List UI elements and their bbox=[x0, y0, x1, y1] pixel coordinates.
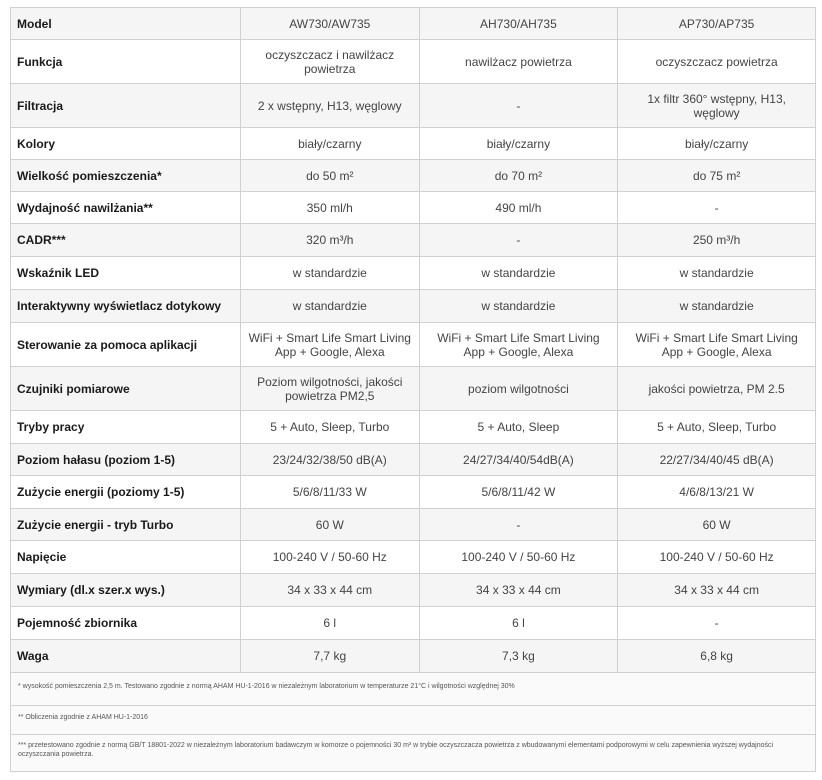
table-row bbox=[11, 444, 816, 476]
row-value-model-2: 5/6/8/11/42 W bbox=[419, 476, 618, 509]
row-label: Poziom hałasu (poziom 1-5) bbox=[11, 444, 241, 476]
row-label: Waga bbox=[11, 640, 241, 673]
row-label: Tryby pracy bbox=[11, 411, 241, 444]
row-label: Zużycie energii - tryb Turbo bbox=[11, 509, 241, 541]
row-label: Napięcie bbox=[11, 541, 241, 574]
row-value-model-3: w standardzie bbox=[618, 257, 816, 290]
row-value-model-2: 34 x 33 x 44 cm bbox=[419, 574, 618, 607]
row-value-model-2: poziom wilgotności bbox=[419, 367, 618, 411]
row-value-model-3: - bbox=[618, 192, 816, 224]
row-value-model-2: biały/czarny bbox=[419, 128, 618, 160]
table-row bbox=[11, 290, 816, 323]
row-value-model-2: nawilżacz powietrza bbox=[419, 40, 618, 84]
row-value-model-1: 23/24/32/38/50 dB(A) bbox=[241, 444, 420, 476]
table-row bbox=[11, 323, 816, 367]
row-value-model-1: w standardzie bbox=[241, 257, 420, 290]
row-value-model-3: 22/27/34/40/45 dB(A) bbox=[618, 444, 816, 476]
row-value-model-3: WiFi + Smart Life Smart Living App + Google, Alexa bbox=[618, 323, 816, 367]
row-label: Interaktywny wyświetlacz dotykowy bbox=[11, 290, 241, 323]
row-value-model-1: 350 ml/h bbox=[241, 192, 420, 224]
table-row bbox=[11, 509, 816, 541]
row-value-model-1: Poziom wilgotności, jakości powietrza PM2,5 bbox=[241, 367, 420, 411]
row-label: Wielkość pomieszczenia* bbox=[11, 160, 241, 192]
row-value-model-1: 60 W bbox=[241, 509, 420, 541]
row-value-model-2: 6 l bbox=[419, 607, 618, 640]
row-value-model-2: do 70 m² bbox=[419, 160, 618, 192]
row-value-model-3: - bbox=[618, 607, 816, 640]
row-value-model-2: w standardzie bbox=[419, 290, 618, 323]
row-value-model-3: 60 W bbox=[618, 509, 816, 541]
row-value-model-3: w standardzie bbox=[618, 290, 816, 323]
row-label: Funkcja bbox=[11, 40, 241, 84]
row-value-model-3: oczyszczacz powietrza bbox=[618, 40, 816, 84]
table-row bbox=[11, 192, 816, 224]
row-value-model-2: w standardzie bbox=[419, 257, 618, 290]
row-value-model-3: do 75 m² bbox=[618, 160, 816, 192]
row-value-model-2: 490 ml/h bbox=[419, 192, 618, 224]
spec-table-container bbox=[10, 7, 816, 673]
footnote-2: ** Obliczenia zgodnie z AHAM HU-1-2016 bbox=[18, 714, 148, 721]
row-value-model-3: 1x filtr 360° wstępny, H13, węglowy bbox=[618, 84, 816, 128]
row-label: Wymiary (dl.x szer.x wys.) bbox=[11, 574, 241, 607]
row-value-model-2: 5 + Auto, Sleep bbox=[419, 411, 618, 444]
footnote-divider bbox=[11, 734, 815, 735]
row-value-model-2: - bbox=[419, 509, 618, 541]
row-label: CADR*** bbox=[11, 224, 241, 257]
row-value-model-2: 24/27/34/40/54dB(A) bbox=[419, 444, 618, 476]
header-label: Model bbox=[11, 8, 241, 40]
table-row bbox=[11, 40, 816, 84]
row-label: Wydajność nawilżania** bbox=[11, 192, 241, 224]
row-label: Kolory bbox=[11, 128, 241, 160]
row-value-model-1: 6 l bbox=[241, 607, 420, 640]
table-row bbox=[11, 476, 816, 509]
row-value-model-1: 34 x 33 x 44 cm bbox=[241, 574, 420, 607]
row-value-model-1: 5 + Auto, Sleep, Turbo bbox=[241, 411, 420, 444]
spec-table-body bbox=[11, 8, 816, 673]
table-row bbox=[11, 128, 816, 160]
footnote-3: *** przetestowano zgodnie z normą GB/T 18801-2022 w niezależnym laboratorium badawczym w komorze o pojemności 30 m³ w trybie oczyszczacza powietrza z wbudowanymi elementami podporowymi w celu zapewnienia wyższej wydajności oczyszczania powietrza. bbox=[18, 742, 774, 758]
row-label: Sterowanie za pomoca aplikacji bbox=[11, 323, 241, 367]
row-value-model-1: 320 m³/h bbox=[241, 224, 420, 257]
footnote-1: * wysokość pomieszczenia 2,5 m. Testowano zgodnie z normą AHAM HU-1-2016 w niezależnym laboratorium w temperaturze 21°C i wilgotności względnej 30% bbox=[18, 683, 515, 690]
table-header-row bbox=[11, 8, 816, 40]
row-value-model-2: WiFi + Smart Life Smart Living App + Google, Alexa bbox=[419, 323, 618, 367]
row-value-model-2: 7,3 kg bbox=[419, 640, 618, 673]
footnote-divider bbox=[11, 705, 815, 706]
row-label: Pojemność zbiornika bbox=[11, 607, 241, 640]
row-value-model-1: do 50 m² bbox=[241, 160, 420, 192]
row-value-model-1: w standardzie bbox=[241, 290, 420, 323]
row-label: Filtracja bbox=[11, 84, 241, 128]
footnotes-panel bbox=[10, 673, 816, 772]
row-value-model-1: biały/czarny bbox=[241, 128, 420, 160]
table-row bbox=[11, 574, 816, 607]
row-value-model-3: jakości powietrza, PM 2.5 bbox=[618, 367, 816, 411]
row-label: Zużycie energii (poziomy 1-5) bbox=[11, 476, 241, 509]
row-value-model-3: biały/czarny bbox=[618, 128, 816, 160]
row-value-model-3: 250 m³/h bbox=[618, 224, 816, 257]
row-value-model-1: 100-240 V / 50-60 Hz bbox=[241, 541, 420, 574]
row-label: Wskaźnik LED bbox=[11, 257, 241, 290]
spec-comparison-table bbox=[10, 7, 816, 673]
table-row bbox=[11, 257, 816, 290]
row-value-model-3: 6,8 kg bbox=[618, 640, 816, 673]
header-model-3: AP730/AP735 bbox=[618, 8, 816, 40]
table-row bbox=[11, 224, 816, 257]
header-model-1: AW730/AW735 bbox=[241, 8, 420, 40]
table-row bbox=[11, 607, 816, 640]
row-value-model-3: 100-240 V / 50-60 Hz bbox=[618, 541, 816, 574]
row-value-model-2: 100-240 V / 50-60 Hz bbox=[419, 541, 618, 574]
row-value-model-1: WiFi + Smart Life Smart Living App + Google, Alexa bbox=[241, 323, 420, 367]
header-model-2: AH730/AH735 bbox=[419, 8, 618, 40]
row-label: Czujniki pomiarowe bbox=[11, 367, 241, 411]
row-value-model-2: - bbox=[419, 224, 618, 257]
table-row bbox=[11, 541, 816, 574]
row-value-model-1: 5/6/8/11/33 W bbox=[241, 476, 420, 509]
table-row bbox=[11, 411, 816, 444]
row-value-model-1: 2 x wstępny, H13, węglowy bbox=[241, 84, 420, 128]
row-value-model-3: 5 + Auto, Sleep, Turbo bbox=[618, 411, 816, 444]
row-value-model-2: - bbox=[419, 84, 618, 128]
table-row bbox=[11, 367, 816, 411]
table-row bbox=[11, 640, 816, 673]
table-row bbox=[11, 84, 816, 128]
row-value-model-1: oczyszczacz i nawilżacz powietrza bbox=[241, 40, 420, 84]
row-value-model-3: 4/6/8/13/21 W bbox=[618, 476, 816, 509]
table-row bbox=[11, 160, 816, 192]
row-value-model-3: 34 x 33 x 44 cm bbox=[618, 574, 816, 607]
row-value-model-1: 7,7 kg bbox=[241, 640, 420, 673]
